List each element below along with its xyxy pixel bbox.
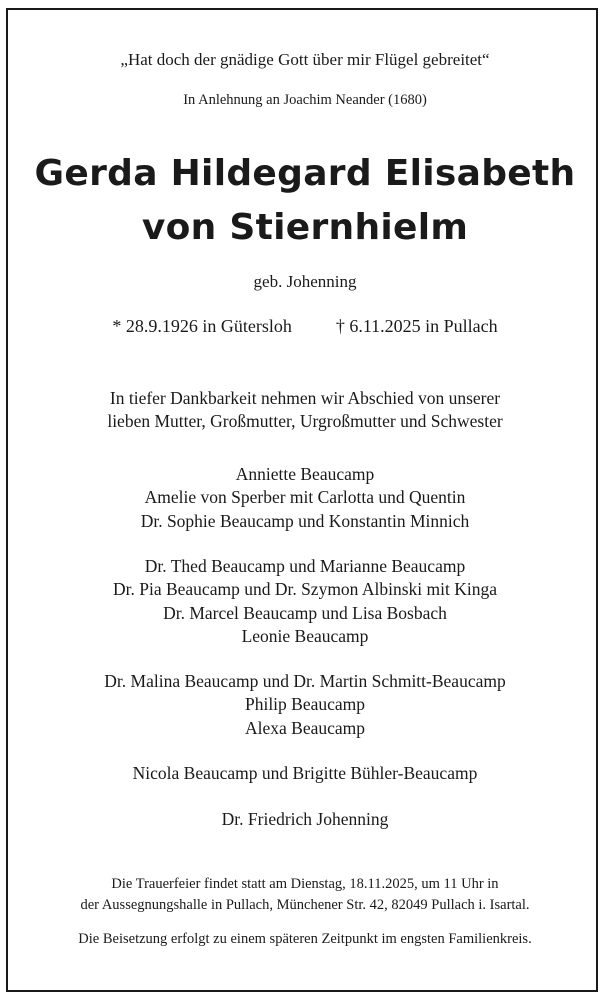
mourner-group-1 [0,463,610,533]
burial-info: Die Beisetzung erfolgt zu einem späteren Zeitpunkt im engsten Familienkreis. [78,931,532,947]
mourner-name: Alexa Beaucamp [244,717,365,738]
deceased-name-line-1: Gerda Hildegard Elisabeth [34,153,576,194]
mourner-name: Nicola Beaucamp und Brigitte Bühler-Beaucamp [132,763,478,783]
mourner-name: Amelie von Sperber mit Carlotta und Quentin [144,487,466,508]
announcement-line-1: In tiefer Dankbarkeit nehmen wir Abschied von unserer [109,388,501,408]
motto-quote: „Hat doch der gnädige Gott über mir Flügel gebreitet“ [120,50,490,69]
announcement-line-2: lieben Mutter, Großmutter, Urgroßmutter und Schwester [107,411,503,431]
mourner-name: Dr. Malina Beaucamp und Dr. Martin Schmitt-Beaucamp [104,671,506,691]
mourner-name: Philip Beaucamp [244,694,366,715]
mourner-name: Dr. Sophie Beaucamp und Konstantin Minnich [140,510,470,531]
mourner-name: Dr. Marcel Beaucamp und Lisa Bosbach [163,602,447,623]
mourner-name: Dr. Pia Beaucamp und Dr. Szymon Albinski mit Kinga [112,579,497,600]
life-dates [0,316,610,337]
mourner-group-5 [0,808,610,831]
mourner-name: Leonie Beaucamp [241,626,369,647]
mourner-group-3 [0,670,610,740]
mourner-name: Dr. Thed Beaucamp und Marianne Beaucamp [144,556,466,576]
service-info-line-2: der Aussegnungshalle in Pullach, Münchener Str. 42, 82049 Pullach i. Isartal. [80,897,530,913]
mourner-group-4 [0,762,610,785]
death-date: † 6.11.2025 in Pullach [335,316,498,336]
mourner-name: Dr. Friedrich Johenning [221,809,389,829]
deceased-name-line-2: von Stiernhielm [141,207,469,248]
mourner-name: Anniette Beaucamp [235,464,375,484]
mourner-group-2 [0,555,610,649]
birth-name: geb. Johenning [253,272,357,291]
quote-attribution: In Anlehnung an Joachim Neander (1680) [183,92,427,108]
service-info-line-1: Die Trauerfeier findet statt am Dienstag, 18.11.2025, um 11 Uhr in [111,876,499,892]
birth-date: * 28.9.1926 in Gütersloh [112,316,292,336]
